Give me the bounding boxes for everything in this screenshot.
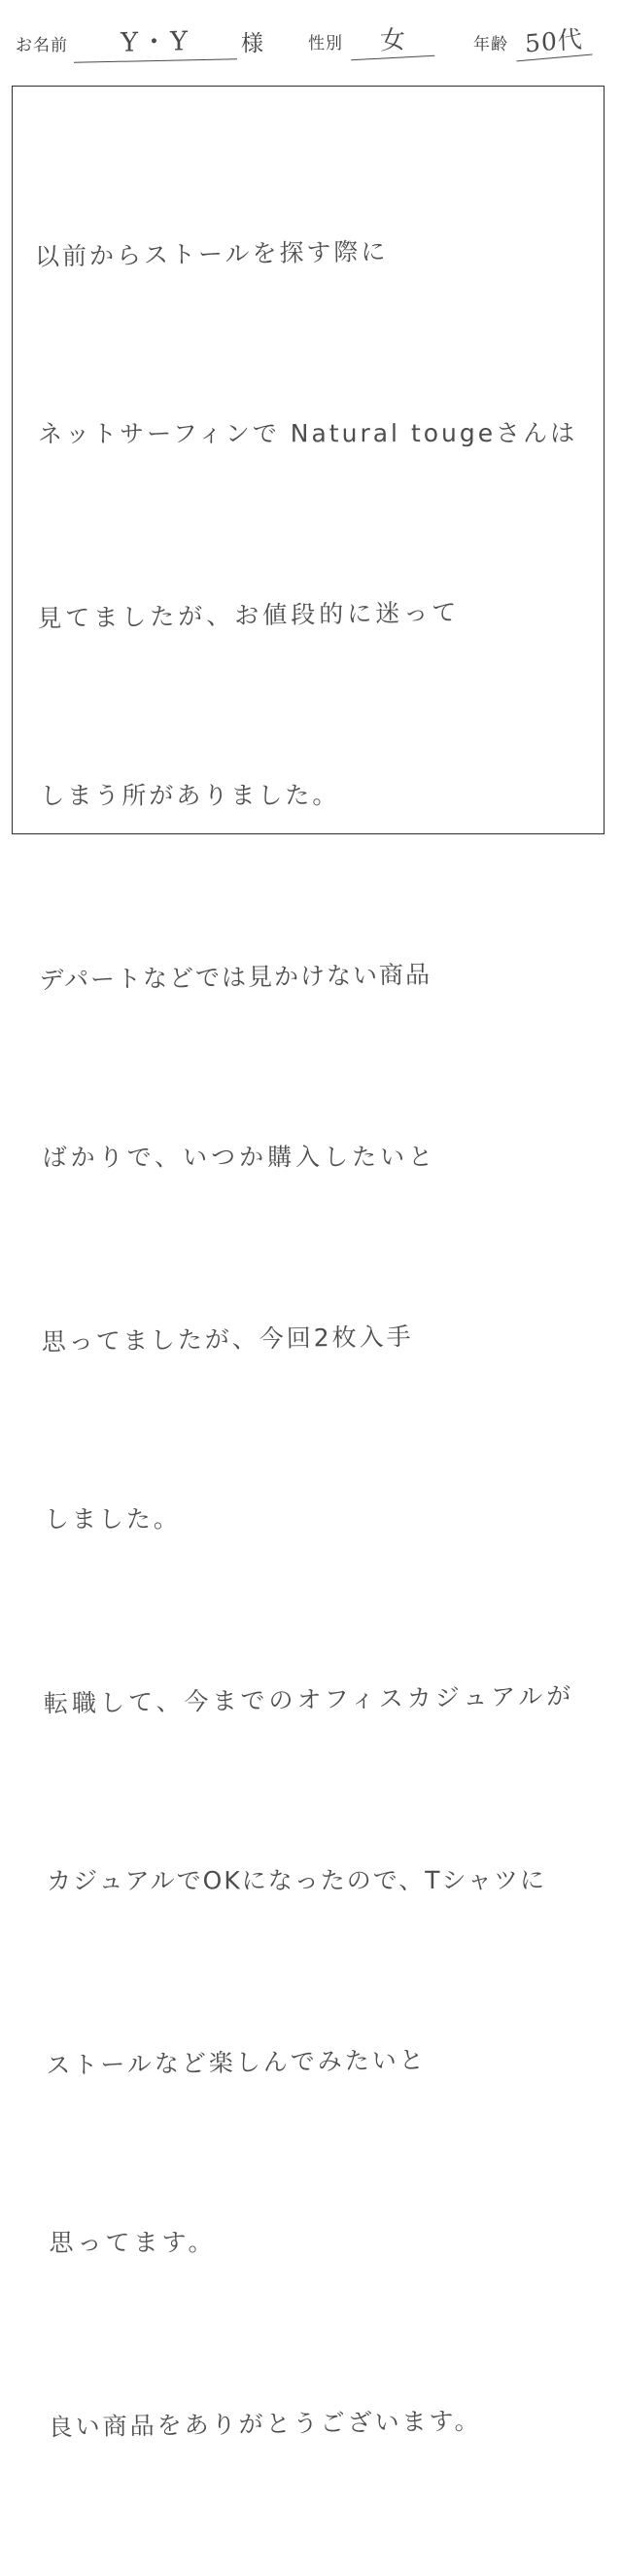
name-value: Y・Y (74, 26, 237, 62)
comment-line: しました。 (44, 1504, 181, 1534)
comment-line: 転職して、今までのオフィスカジュアルが (43, 1681, 575, 1718)
comment-line: 見てましたが、お値段的に迷って (37, 598, 461, 633)
comment-line: 思ってます。 (49, 2228, 217, 2257)
gender-value: 女 (351, 25, 435, 60)
gender-label: 性別 (308, 34, 343, 53)
comment-line: ばかりで、いつか購入したいと (42, 1143, 437, 1172)
name-field (16, 25, 263, 61)
comment-line: 良い商品をありがとうございます。 (48, 2406, 482, 2442)
comment-line: ストールなど楽しんでみたいと (46, 2045, 428, 2080)
name-label: お名前 (16, 35, 68, 54)
customer-info-header (0, 0, 622, 86)
handwritten-comment (34, 101, 605, 2576)
comment-line: デパートなどでは見かけない商品 (39, 960, 432, 995)
comment-box (12, 86, 605, 2442)
gender-field (308, 27, 434, 58)
comment-line: しまう所がありました。 (40, 781, 340, 810)
comment-line: カジュアルでOKになったので、Tシャツに (47, 1865, 547, 1895)
age-field (473, 24, 592, 58)
age-label: 年齢 (473, 34, 508, 53)
comment-line: 思ってましたが、今回2枚入手 (41, 1322, 414, 1357)
age-value: 50代 (515, 24, 592, 60)
name-honorific: 様 (241, 30, 263, 56)
comment-line: 以前からストールを探す際に (34, 237, 389, 271)
comment-line: ネットサーフィンで Natural tougeさんは (38, 418, 578, 448)
